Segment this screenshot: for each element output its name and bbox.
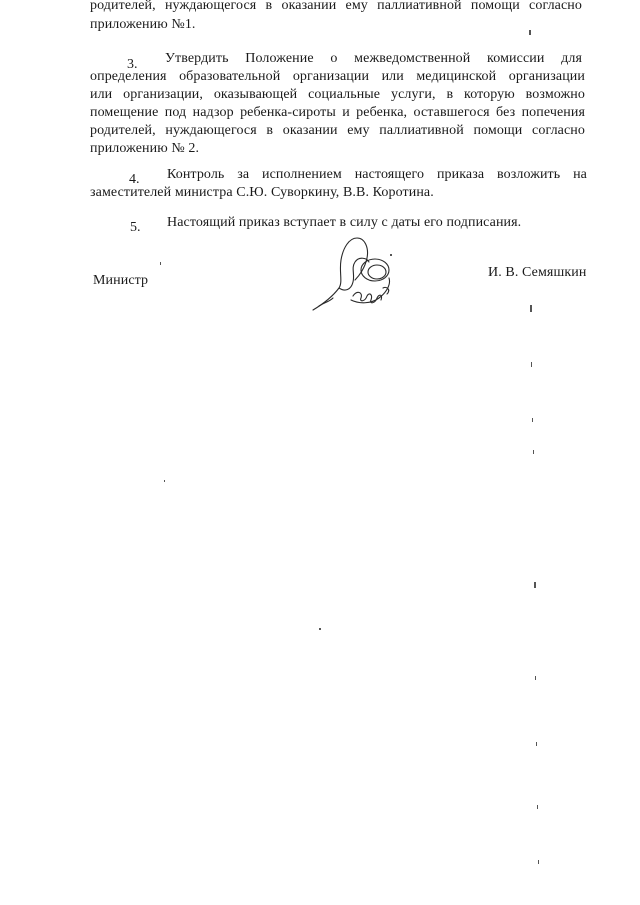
item-number: 5. — [130, 220, 141, 235]
paragraph-line: приложению №1. — [90, 17, 196, 32]
scan-artifact — [538, 860, 539, 864]
scan-artifact — [533, 450, 534, 454]
paragraph-line: помещение под надзор ребенка-сироты и ребенка, оставшегося без попечения — [90, 105, 585, 120]
scan-artifact — [530, 305, 532, 312]
paragraph-line: Утвердить Положение о межведомственной комиссии для — [165, 51, 582, 66]
signatory-name: И. В. Семяшкин — [488, 265, 587, 280]
scan-artifact — [164, 480, 165, 482]
paragraph-line: Контроль за исполнением настоящего приказа возложить на — [167, 167, 587, 182]
item-number: 3. — [127, 57, 138, 72]
paragraph-line: родителей, нуждающегося в оказании ему паллиативной помощи согласно — [90, 0, 582, 13]
scan-artifact — [535, 676, 536, 680]
paragraph-line: Настоящий приказ вступает в силу с даты его подписания. — [167, 215, 522, 230]
scan-artifact — [531, 362, 532, 367]
paragraph-line: или организации, оказывающей социальные услуги, в которую возможно — [90, 87, 585, 102]
paragraph-line: заместителей министра С.Ю. Суворкину, В.В. Коротина. — [90, 185, 434, 200]
scan-artifact — [390, 254, 392, 256]
scan-artifact — [532, 418, 533, 422]
handwritten-signature — [305, 232, 405, 322]
paragraph-line: приложению № 2. — [90, 141, 200, 156]
scan-artifact — [319, 628, 321, 630]
scan-artifact — [160, 262, 161, 265]
paragraph-line: родителей, нуждающегося в оказании ему паллиативной помощи согласно — [90, 123, 585, 138]
scan-artifact — [529, 30, 531, 35]
item-number: 4. — [129, 172, 140, 187]
position-title: Министр — [93, 273, 149, 288]
paragraph-line: определения образовательной организации или медицинской организации — [90, 69, 585, 84]
scan-artifact — [537, 805, 538, 809]
scan-artifact — [534, 582, 536, 588]
scan-artifact — [536, 742, 537, 746]
